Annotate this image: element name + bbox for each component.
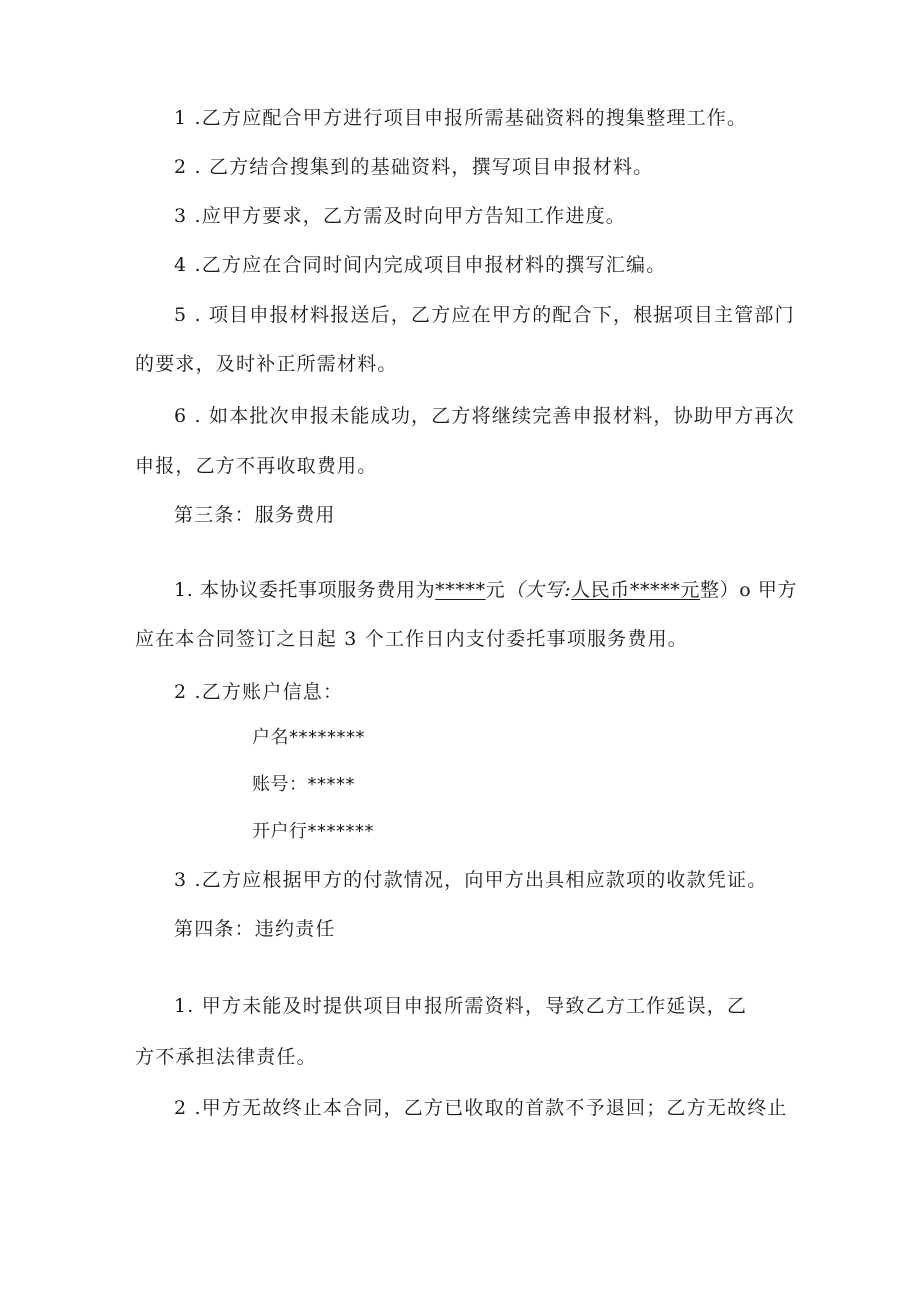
item-6-continuation: 申报，乙方不再收取费用。 (135, 455, 378, 477)
article-4-title: 第四条：违约责任 (174, 918, 336, 940)
item-number: 2 (174, 1097, 188, 1119)
article-3-item-1 (174, 578, 797, 602)
item-number: 5 (174, 304, 188, 326)
fee-amount: ***** (435, 579, 486, 601)
fee-paren-close: 整） (700, 579, 740, 601)
item-text: .甲方无故终止本合同，乙方已收取的首款不予退回；乙方无故终止 (194, 1097, 788, 1119)
item-text: . 项目申报材料报送后，乙方应在甲方的配合下，根据项目主管部门 (194, 304, 795, 326)
article-3-item-3 (174, 868, 767, 892)
item-text: . 如本批次申报未能成功，乙方将继续完善申报材料，协助甲方再次 (194, 405, 795, 427)
fee-rmb-uppercase: 人民币*****元 (571, 579, 700, 601)
item-number: 1 (174, 107, 188, 129)
item-6 (174, 404, 795, 428)
account-number: 账号：***** (252, 774, 355, 795)
item-number: 3 (174, 869, 188, 891)
item-4 (174, 253, 666, 277)
item-text: .乙方应根据甲方的付款情况，向甲方出具相应款项的收款凭证。 (194, 869, 768, 891)
account-name: 户名******** (252, 727, 365, 748)
article-3-title: 第三条：服务费用 (174, 504, 336, 526)
account-bank: 开户行******* (252, 821, 374, 842)
item-text: . 乙方结合搜集到的基础资料，撰写项目申报材料。 (194, 156, 654, 178)
item-number: 4 (174, 254, 188, 276)
fee-prefix: 1. 本协议委托事项服务费用为 (174, 579, 436, 601)
item-number: 2 (174, 681, 188, 703)
article-4-item-1: 1. 甲方未能及时提供项目申报所需资料，导致乙方工作延误，乙 (174, 995, 748, 1017)
fee-unit: 元 (485, 579, 506, 601)
article-4-item-2 (174, 1096, 788, 1120)
item-3 (174, 204, 626, 228)
fee-paren-open: （大写: (505, 579, 572, 601)
item-text: .乙方账户信息： (194, 681, 344, 703)
fee-tail: o 甲方 (739, 579, 798, 601)
item-number: 3 (174, 205, 188, 227)
article-4-item-1-continuation: 方不承担法律责任。 (135, 1046, 317, 1068)
item-number: 2 (174, 156, 188, 178)
item-text: .乙方应在合同时间内完成项目申报材料的撰写汇编。 (194, 254, 667, 276)
item-1 (174, 106, 747, 130)
item-5-continuation: 的要求，及时补正所需材料。 (135, 353, 398, 375)
article-3-item-1-continuation: 应在本合同签订之日起 3 个工作日内支付委托事项服务费用。 (135, 628, 688, 650)
item-2 (174, 155, 653, 179)
item-text: .应甲方要求，乙方需及时向甲方告知工作进度。 (194, 205, 626, 227)
item-number: 6 (174, 405, 188, 427)
article-3-item-2 (174, 680, 343, 704)
item-5 (174, 303, 795, 327)
item-text: .乙方应配合甲方进行项目申报所需基础资料的搜集整理工作。 (194, 107, 748, 129)
